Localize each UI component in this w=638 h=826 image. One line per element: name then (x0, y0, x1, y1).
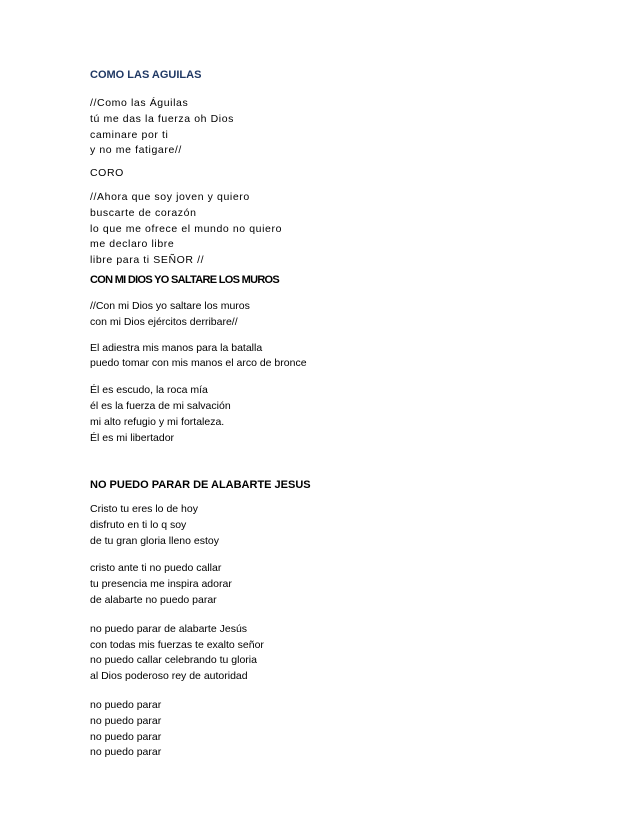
lyric-line: lo que me ofrece el mundo no quiero (90, 222, 283, 235)
lyric-line: y no me fatigare// (90, 144, 182, 157)
lyric-line: con todas mis fuerzas te exalto señor (90, 638, 264, 651)
song-con-mi-dios (90, 273, 570, 446)
lyric-line: buscarte de corazón (90, 206, 197, 219)
lyric-line: tu presencia me inspira adorar (90, 578, 232, 591)
lyric-line: puedo tomar con mis manos el arco de bronce (90, 357, 307, 370)
verse (90, 622, 570, 685)
verse (90, 383, 570, 446)
verse (90, 96, 570, 159)
lyric-line: con mi Dios ejércitos derribare// (90, 315, 238, 328)
lyric-line: de tu gran gloria lleno estoy (90, 534, 219, 547)
verse (90, 190, 570, 269)
chorus-label (90, 166, 570, 182)
lyric-line: de alabarte no puedo parar (90, 593, 217, 606)
verse (90, 561, 570, 608)
lyric-line: //Como las Águilas (90, 97, 189, 109)
lyric-line: //Ahora que soy joven y quiero (90, 190, 250, 203)
verse (90, 341, 570, 373)
lyric-line: tú me das la fuerza oh Dios (90, 112, 235, 125)
lyric-line: caminare por ti (90, 128, 169, 141)
lyric-line: libre para ti SEÑOR // (90, 254, 205, 267)
song-title: COMO LAS AGUILAS (90, 69, 202, 81)
lyric-line: El adiestra mis manos para la batalla (90, 341, 263, 354)
lyric-line: él es la fuerza de mi salvación (90, 399, 231, 412)
song-title: NO PUEDO PARAR DE ALABARTE JESUS (90, 479, 311, 491)
lyric-line: Él es escudo, la roca mía (90, 384, 208, 397)
lyric-line: no puedo parar de alabarte Jesús (90, 622, 248, 635)
verse (90, 502, 570, 549)
lyric-line: al Dios poderoso rey de autoridad (90, 670, 248, 683)
lyric-line: no puedo parar (90, 746, 162, 759)
verse (90, 299, 570, 331)
lyric-line: mi alto refugio y mi fortaleza. (90, 415, 225, 428)
lyric-line: no puedo parar (90, 698, 162, 711)
verse (90, 698, 570, 761)
lyric-line: me declaro libre (90, 238, 175, 251)
lyric-line: Él es mi libertador (90, 431, 175, 444)
lyric-line: cristo ante ti no puedo callar (90, 562, 222, 575)
song-title: CON MI DIOS YO SALTARE LOS MUROS (90, 274, 280, 286)
lyric-line: CORO (90, 167, 124, 180)
lyric-line: no puedo callar celebrando tu gloria (90, 654, 257, 667)
lyric-line: disfruto en ti lo q soy (90, 518, 187, 531)
lyric-line: no puedo parar (90, 714, 162, 727)
lyric-line: //Con mi Dios yo saltare los muros (90, 300, 250, 312)
song-no-puedo-parar (90, 478, 570, 761)
lyric-line: Cristo tu eres lo de hoy (90, 503, 198, 515)
song-como-las-aguilas (90, 68, 570, 269)
lyric-line: no puedo parar (90, 730, 162, 743)
